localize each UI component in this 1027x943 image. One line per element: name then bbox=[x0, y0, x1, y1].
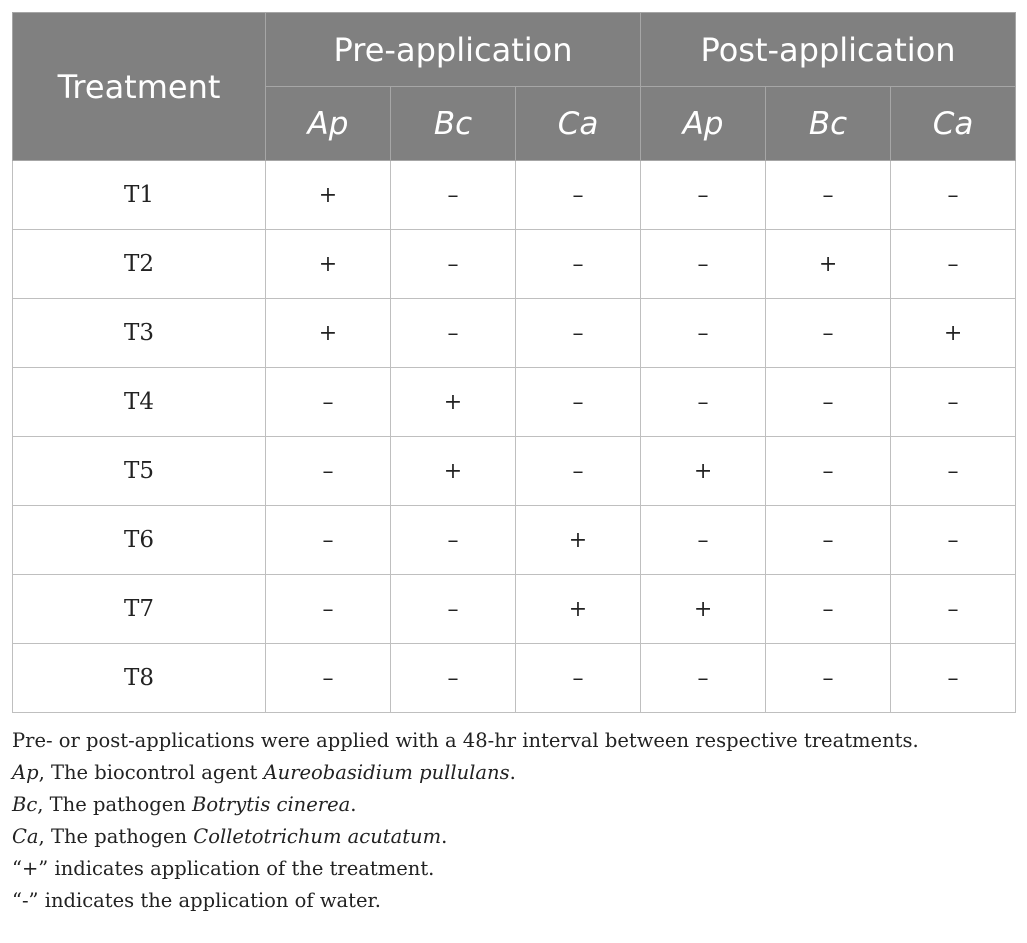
table-footnotes bbox=[12, 725, 1016, 917]
footnote-ca-end: . bbox=[441, 825, 448, 848]
treatment-label: T2 bbox=[13, 230, 266, 299]
table-row bbox=[13, 368, 1016, 437]
table-cell: + bbox=[766, 230, 891, 299]
treatment-label: T1 bbox=[13, 161, 266, 230]
treatment-table-container bbox=[12, 12, 1016, 713]
table-row bbox=[13, 299, 1016, 368]
post-ca-header: Ca bbox=[891, 87, 1016, 161]
table-cell: – bbox=[516, 437, 641, 506]
table-cell: – bbox=[391, 161, 516, 230]
table-cell: – bbox=[266, 644, 391, 713]
table-cell: + bbox=[391, 437, 516, 506]
footnote-ca bbox=[12, 821, 1016, 853]
table-cell: – bbox=[891, 368, 1016, 437]
table-cell: – bbox=[391, 506, 516, 575]
footnote-bc-text: , The pathogen bbox=[37, 793, 192, 816]
footnote-ca-text: , The pathogen bbox=[38, 825, 194, 848]
footnote-minus: “-” indicates the application of water. bbox=[12, 889, 381, 912]
table-cell: – bbox=[641, 368, 766, 437]
table-cell: – bbox=[391, 644, 516, 713]
table-cell: – bbox=[391, 299, 516, 368]
footnote-plus: “+” indicates application of the treatment. bbox=[12, 857, 435, 880]
table-cell: – bbox=[641, 506, 766, 575]
table-cell: – bbox=[266, 437, 391, 506]
pre-ca-header: Ca bbox=[516, 87, 641, 161]
footnote-ap-species: Aureobasidium pullulans bbox=[263, 761, 510, 784]
table-cell: – bbox=[641, 299, 766, 368]
pre-bc-header: Bc bbox=[391, 87, 516, 161]
table-row bbox=[13, 230, 1016, 299]
treatment-label: T7 bbox=[13, 575, 266, 644]
table-cell: + bbox=[641, 575, 766, 644]
footnote-ap-end: . bbox=[509, 761, 516, 784]
table-row bbox=[13, 644, 1016, 713]
footnote-bc bbox=[12, 789, 1016, 821]
table-cell: – bbox=[266, 368, 391, 437]
post-ap-header: Ap bbox=[641, 87, 766, 161]
table-row bbox=[13, 575, 1016, 644]
table-cell: – bbox=[891, 230, 1016, 299]
table-body bbox=[13, 161, 1016, 713]
post-application-header: Post-application bbox=[641, 13, 1016, 87]
table-cell: + bbox=[516, 506, 641, 575]
table-cell: + bbox=[391, 368, 516, 437]
table-cell: – bbox=[516, 161, 641, 230]
table-cell: – bbox=[641, 161, 766, 230]
table-cell: – bbox=[891, 161, 1016, 230]
treatment-label: T5 bbox=[13, 437, 266, 506]
table-cell: – bbox=[516, 368, 641, 437]
table-cell: – bbox=[891, 437, 1016, 506]
treatment-label: T4 bbox=[13, 368, 266, 437]
table-row bbox=[13, 437, 1016, 506]
footnote-bc-species: Botrytis cinerea bbox=[192, 793, 351, 816]
treatment-label: T8 bbox=[13, 644, 266, 713]
pre-ap-header: Ap bbox=[266, 87, 391, 161]
table-header bbox=[13, 13, 1016, 161]
table-cell: – bbox=[891, 644, 1016, 713]
footnote-ca-abbr: Ca bbox=[12, 825, 39, 848]
footnote-ap-text: , The biocontrol agent bbox=[38, 761, 264, 784]
table-cell: – bbox=[266, 506, 391, 575]
treatment-label: T3 bbox=[13, 299, 266, 368]
table-cell: – bbox=[266, 575, 391, 644]
table-cell: – bbox=[766, 368, 891, 437]
table-cell: – bbox=[766, 644, 891, 713]
table-cell: – bbox=[391, 575, 516, 644]
pre-application-header: Pre-application bbox=[266, 13, 641, 87]
footnote-ca-species: Colletotrichum acutatum bbox=[193, 825, 442, 848]
table-cell: – bbox=[766, 161, 891, 230]
table-cell: + bbox=[891, 299, 1016, 368]
post-bc-header: Bc bbox=[766, 87, 891, 161]
table-cell: – bbox=[641, 644, 766, 713]
footnote-interval: Pre- or post-applications were applied with a 48-hr interval between respective treatments. bbox=[12, 729, 919, 752]
table-cell: – bbox=[391, 230, 516, 299]
table-cell: + bbox=[516, 575, 641, 644]
footnote-ap-abbr: Ap bbox=[12, 761, 39, 784]
table-cell: – bbox=[766, 299, 891, 368]
table-cell: – bbox=[766, 437, 891, 506]
table-row bbox=[13, 161, 1016, 230]
table-cell: – bbox=[641, 230, 766, 299]
treatment-column-header: Treatment bbox=[13, 13, 266, 161]
table-cell: – bbox=[891, 575, 1016, 644]
table-cell: – bbox=[516, 644, 641, 713]
header-group-row bbox=[13, 13, 1016, 87]
table-cell: + bbox=[266, 299, 391, 368]
table-cell: – bbox=[891, 506, 1016, 575]
footnote-bc-abbr: Bc bbox=[12, 793, 38, 816]
table-cell: – bbox=[516, 230, 641, 299]
table-cell: + bbox=[266, 161, 391, 230]
table-cell: – bbox=[516, 299, 641, 368]
treatment-table bbox=[12, 12, 1016, 713]
table-cell: + bbox=[641, 437, 766, 506]
footnote-bc-end: . bbox=[350, 793, 357, 816]
table-row bbox=[13, 506, 1016, 575]
treatment-label: T6 bbox=[13, 506, 266, 575]
table-cell: – bbox=[766, 506, 891, 575]
table-cell: – bbox=[766, 575, 891, 644]
table-cell: + bbox=[266, 230, 391, 299]
footnote-ap bbox=[12, 757, 1016, 789]
